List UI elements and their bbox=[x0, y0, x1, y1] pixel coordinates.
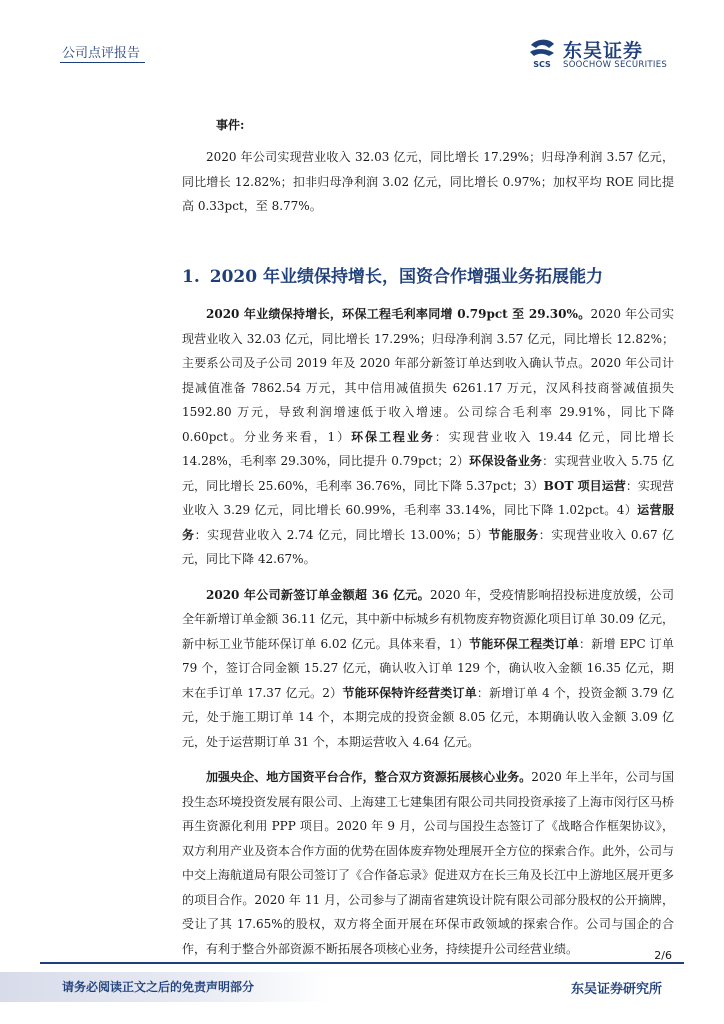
paragraph-text: 2020 年上半年，公司与国投生态环境投资发展有限公司、上海建工七建集团有限公司共同投资承接了上海市闵行区马桥再生资源化利用 PPP 项目。2020 年 9 月，公司与国投生态签订了《战略合作框架协议》，双方利用产业及资本合作方面的优势在固体废弃物处理展开全方位的探索合作。此外，公司与中交上海航道局有限公司签订了《合作备忘录》促进双方在长三角及长江中上游地区展开更多的项目合作。2020 年 11 月，公司参与了湖南省建筑设计院有限公司部分股权的公开摘牌，受让了其 17.65%的股权，双方将全面开展在环保市政领域的探索合作。公司与国企的合作，有利于整合外部资源不断拓展各项核心业务，持续提升公司经营业绩。 bbox=[182, 770, 675, 956]
paragraph-text: ：实现营业收入 2.74 亿元，同比增长 13.00%；5） bbox=[194, 527, 489, 542]
paragraph-performance bbox=[182, 302, 674, 572]
event-block bbox=[182, 116, 674, 223]
paragraph-text: ：实现营业收入 3.29 亿元，同比增长 60.99%，毛利率 33.14%，同比下降 1.02pct。4） bbox=[182, 478, 674, 517]
paragraph-cooperation bbox=[182, 765, 674, 961]
footer-firm-name: 东吴证券研究所 bbox=[570, 982, 662, 997]
paragraph-text: 2020 年公司实现营业收入 32.03 亿元，同比增长 17.29%；归母净利润 3.57 亿元，同比增长 12.82%；主要系公司及子公司 2019 年及 2020 年部分新签订单达到收入确认节点。2020 年公司计提减值准备 7862.54 万元，其中信用减值损失 6261.17 万元，汉风科技商誉减值损失 1592.80 万元，导致利润增速低于收入增速。公司综合毛利率 29.91%，同比下降 0.60pct。分业务来看，1） bbox=[182, 307, 674, 444]
header-underline bbox=[60, 62, 145, 63]
paragraph-highlight: 环保设备业务 bbox=[469, 454, 543, 468]
section-number: 1. bbox=[182, 267, 200, 287]
paragraph-lead: 加强央企、地方国资平台合作，整合双方资源拓展核心业务。 bbox=[206, 770, 532, 784]
company-logo bbox=[527, 36, 677, 72]
event-title: 事件: bbox=[216, 118, 245, 132]
footer-disclaimer: 请务必阅读正文之后的免责声明部分 bbox=[62, 980, 255, 994]
paragraph-text: ：实现营业收入 19.44 亿元，同比增长 14.28%，毛利率 29.30%，同比提升 0.79pct；2） bbox=[182, 429, 674, 468]
report-type-label: 公司点评报告 bbox=[62, 46, 141, 61]
paragraph-text: ：新增订单 4 个，投资金额 3.79 亿元，处于施工期订单 14 个，本期完成的投资金额 8.05 亿元，本期确认收入金额 3.09 亿元，处于运营期订单 31 个，本期运营收入 4.64 亿元。 bbox=[182, 685, 674, 749]
section-title: 2020 年业绩保持增长，国资合作增强业务拓展能力 bbox=[209, 267, 603, 287]
logo-english-name: SOOCHOW SECURITIES bbox=[563, 60, 668, 70]
paragraph-highlight: 节能环保特许经营类订单 bbox=[342, 685, 477, 700]
paragraph-text: ：实现营业收入 0.67 亿元，同比下降 42.67%。 bbox=[182, 527, 674, 566]
paragraph-orders bbox=[182, 583, 674, 755]
paragraph-text: ：新增 EPC 订单 79 个，签订合同金额 15.27 亿元，确认收入订单 129 个，确认收入金额 16.35 亿元，期末在手订单 17.37 亿元。2） bbox=[182, 636, 674, 700]
paragraph-highlight: 节能环保工程类订单 bbox=[469, 636, 580, 651]
paragraph-highlight: 节能服务 bbox=[488, 527, 539, 542]
paragraph-text: ：实现营业收入 5.75 亿元，同比增长 25.60%，毛利率 36.76%，同比下降 5.37pct；3） bbox=[182, 454, 674, 493]
body-paragraphs bbox=[182, 302, 674, 972]
paragraph-text: 2020 年，受疫情影响招投标进度放缓，公司全年新增订单金额 36.11 亿元，其中新中标城乡有机物废弃物资源化项目订单 30.09 亿元，新中标工业节能环保订单 6.02 亿元。具体来看，1） bbox=[182, 587, 674, 651]
event-text: 2020 年公司实现营业收入 32.03 亿元，同比增长 17.29%；归母净利润 3.57 亿元，同比增长 12.82%；扣非归母净利润 3.02 亿元，同比增长 0.97%；加权平均 ROE 同比提高 0.33pct，至 8.77%。 bbox=[182, 150, 674, 213]
logo-mark-icon bbox=[527, 36, 557, 70]
paragraph-lead: 2020 年业绩保持增长，环保工程毛利率同增 0.79pct 至 29.30%。 bbox=[206, 307, 591, 321]
paragraph-lead: 2020 年公司新签订单金额超 36 亿元。 bbox=[206, 587, 430, 602]
logo-chinese-name: 东吴证券 bbox=[563, 40, 644, 62]
paragraph-highlight: BOT 项目运营 bbox=[543, 478, 626, 493]
logo-mark-text: SCS bbox=[533, 60, 551, 69]
paragraph-highlight: 环保工程业务 bbox=[351, 429, 435, 444]
paragraph-highlight: 运营服务 bbox=[182, 503, 674, 542]
footer-rule bbox=[40, 962, 684, 964]
section-heading bbox=[182, 262, 603, 287]
page-number: 2/6 bbox=[654, 949, 672, 962]
